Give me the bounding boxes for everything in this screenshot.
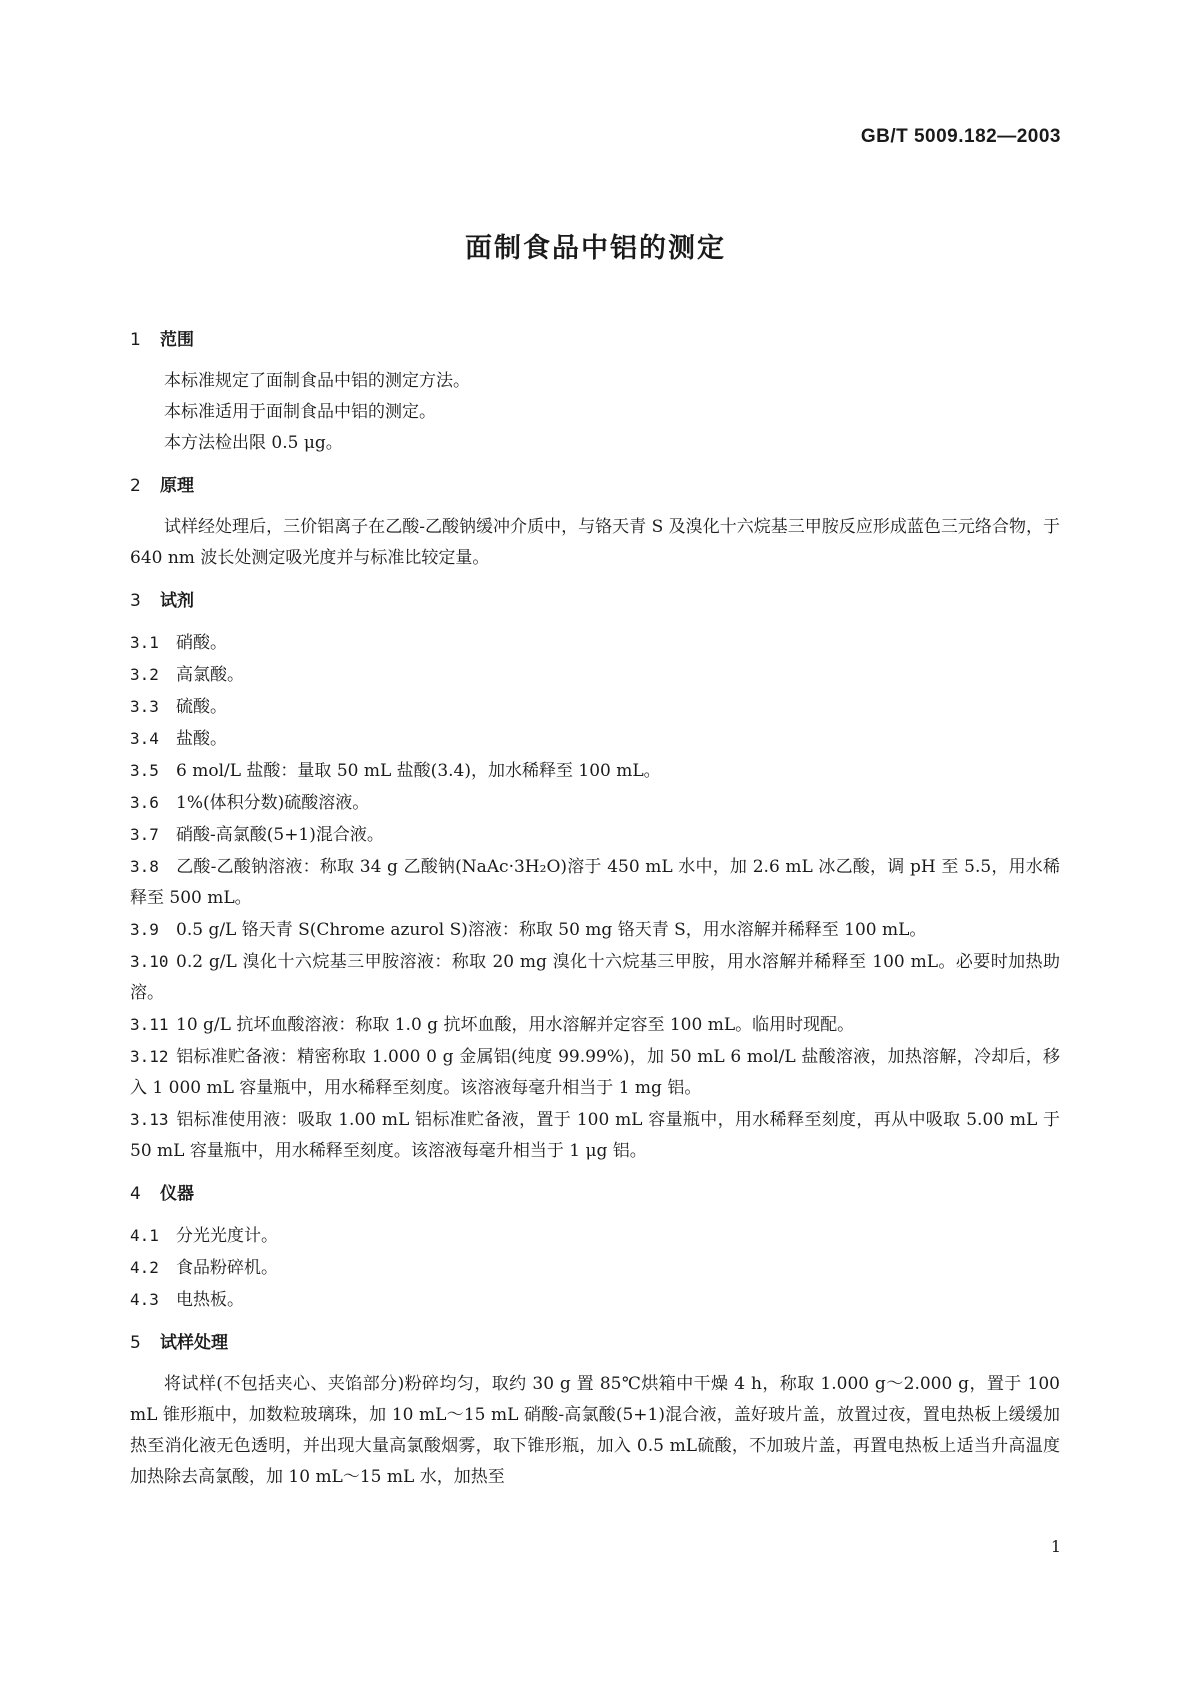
list-item <box>130 659 1060 691</box>
item-number: 3.8 <box>130 857 159 876</box>
section-title: 试剂 <box>160 591 194 611</box>
item-number: 3.13 <box>130 1110 169 1129</box>
document-title: 面制食品中铝的测定 <box>465 233 726 264</box>
item-text: 铝标准使用液：吸取 1.00 mL 铝标准贮备液，置于 100 mL 容量瓶中，用水稀释至刻度，再从中吸取 5.00 mL 于 50 mL 容量瓶中，用水稀释至刻度。该溶液每毫升相当于 1 μg 铝。 <box>130 1110 1060 1161</box>
document-body <box>130 325 1060 1493</box>
section-title: 原理 <box>160 476 194 496</box>
item-number: 3.1 <box>130 633 159 652</box>
list-item <box>130 1041 1060 1104</box>
item-number: 3.5 <box>130 761 159 780</box>
section-number: 2 <box>130 476 141 496</box>
section-title: 范围 <box>160 330 194 350</box>
section-heading-reagents <box>130 586 1060 617</box>
list-item <box>130 691 1060 723</box>
list-item <box>130 851 1060 914</box>
list-item <box>130 1284 1060 1316</box>
item-text: 硝酸-高氯酸(5+1)混合液。 <box>176 825 384 845</box>
paragraph: 本标准规定了面制食品中铝的测定方法。 <box>164 371 470 391</box>
paragraph: 本标准适用于面制食品中铝的测定。 <box>164 402 436 422</box>
list-item <box>130 1252 1060 1284</box>
item-number: 3.12 <box>130 1047 169 1066</box>
item-text: 硫酸。 <box>176 697 227 717</box>
section-title: 仪器 <box>160 1184 194 1204</box>
item-number: 3.6 <box>130 793 159 812</box>
paragraph: 将试样(不包括夹心、夹馅部分)粉碎均匀，取约 30 g 置 85℃烘箱中干燥 4 h，称取 1.000 g～2.000 g，置于 100 mL 锥形瓶中，加数粒玻璃珠，加 10 mL～15 mL 硝酸-高氯酸(5+1)混合液，盖好玻片盖，放置过夜，置电热板上缓缓加热至消化液无色透明，并出现大量高氯酸烟雾，取下锥形瓶，加入 0.5 mL硫酸，不加玻片盖，再置电热板上适当升高温度加热除去高氯酸，加 10 mL～15 mL 水，加热至 <box>130 1374 1060 1487</box>
section-number: 5 <box>130 1333 141 1353</box>
section-heading-apparatus <box>130 1179 1060 1210</box>
list-item <box>130 946 1060 1009</box>
item-text: 盐酸。 <box>176 729 227 749</box>
section-heading-principle <box>130 471 1060 502</box>
list-item <box>130 627 1060 659</box>
list-item <box>130 1104 1060 1167</box>
item-text: 乙酸-乙酸钠溶液：称取 34 g 乙酸钠(NaAc·3H₂O)溶于 450 mL 水中，加 2.6 mL 冰乙酸，调 pH 至 5.5，用水稀释至 500 mL。 <box>130 857 1060 908</box>
page-number: 1 <box>1050 1537 1061 1556</box>
item-text: 分光光度计。 <box>176 1226 278 1246</box>
item-text: 铝标准贮备液：精密称取 1.000 0 g 金属铝(纯度 99.99%)，加 50 mL 6 mol/L 盐酸溶液，加热溶解，冷却后，移入 1 000 mL 容量瓶中，用水稀释至刻度。该溶液每毫升相当于 1 mg 铝。 <box>130 1047 1060 1098</box>
item-text: 10 g/L 抗坏血酸溶液：称取 1.0 g 抗坏血酸，用水溶解并定容至 100 mL。临用时现配。 <box>176 1015 855 1035</box>
item-number: 3.4 <box>130 729 159 748</box>
item-text: 硝酸。 <box>176 633 227 653</box>
section-number: 3 <box>130 591 141 611</box>
item-number: 3.7 <box>130 825 159 844</box>
list-item <box>130 787 1060 819</box>
list-item <box>130 819 1060 851</box>
list-item <box>130 1220 1060 1252</box>
item-text: 电热板。 <box>176 1290 244 1310</box>
section-heading-scope <box>130 325 1060 356</box>
section-number: 1 <box>130 330 141 350</box>
item-text: 6 mol/L 盐酸：量取 50 mL 盐酸(3.4)，加水稀释至 100 mL。 <box>176 761 661 781</box>
item-number: 3.10 <box>130 952 169 971</box>
list-item <box>130 755 1060 787</box>
list-item <box>130 723 1060 755</box>
item-text: 0.2 g/L 溴化十六烷基三甲胺溶液：称取 20 mg 溴化十六烷基三甲胺，用水溶解并稀释至 100 mL。必要时加热助溶。 <box>130 952 1060 1003</box>
standard-code: GB/T 5009.182—2003 <box>860 126 1061 147</box>
paragraph: 本方法检出限 0.5 μg。 <box>164 433 343 453</box>
item-number: 4.2 <box>130 1258 159 1277</box>
paragraph: 试样经处理后，三价铝离子在乙酸-乙酸钠缓冲介质中，与铬天青 S 及溴化十六烷基三甲胺反应形成蓝色三元络合物，于 640 nm 波长处测定吸光度并与标准比较定量。 <box>130 517 1060 568</box>
item-text: 高氯酸。 <box>176 665 244 685</box>
item-number: 4.1 <box>130 1226 159 1245</box>
section-heading-sample-treatment <box>130 1328 1060 1359</box>
item-number: 3.2 <box>130 665 159 684</box>
list-item <box>130 1009 1060 1041</box>
section-number: 4 <box>130 1184 141 1204</box>
section-title: 试样处理 <box>160 1333 228 1353</box>
item-text: 0.5 g/L 铬天青 S(Chrome azurol S)溶液：称取 50 mg 铬天青 S，用水溶解并稀释至 100 mL。 <box>176 920 927 940</box>
item-number: 4.3 <box>130 1290 159 1309</box>
item-number: 3.11 <box>130 1015 169 1034</box>
item-number: 3.9 <box>130 920 159 939</box>
item-number: 3.3 <box>130 697 159 716</box>
item-text: 1%(体积分数)硫酸溶液。 <box>176 793 370 813</box>
item-text: 食品粉碎机。 <box>176 1258 278 1278</box>
list-item <box>130 914 1060 946</box>
